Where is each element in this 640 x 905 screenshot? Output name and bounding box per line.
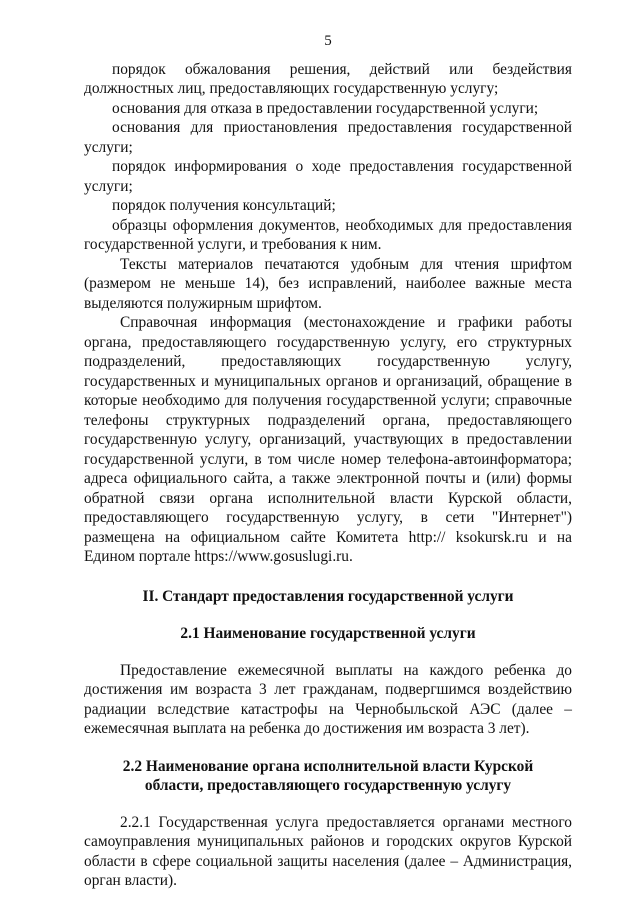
- page-number: 5: [324, 33, 332, 49]
- paragraph-appeal-procedure: порядок обжалования решения, действий или бездействия должностных лиц, предоставляющих государственную услугу;: [84, 60, 572, 97]
- subsection-2-1-title: 2.1 Наименование государственной услуги: [180, 625, 476, 642]
- paragraph-suspension-grounds: основания для приостановления предоставления государственной услуги;: [84, 119, 572, 156]
- paragraph-consultations: порядок получения консультаций;: [112, 197, 336, 214]
- paragraph-reference-info: Справочная информация (местонахождение и графики работы органа, предоставляющего государственную услугу, его структурных подразделений, предоставляющих государственную услугу, государственных и муниципальных органов и организаций, обращение в которые необходимо для получения государственной услуги; справочные телефоны структурных подразделений органа, предоставляющего государственную услугу, организаций, участвующих в предоставлении государственной услуги, в том числе номер телефона-автоинформатора; адреса официального сайта, а также электронной почты и (или) формы обратной связи органа исполнительной власти Курской области, предоставляющего государственную услугу, в сети "Интернет") размещена на официальном сайте Комитета http:// ksokursk.ru и на Едином портале https://www.gosuslugi.ru.: [84, 314, 572, 565]
- paragraph-document-samples: образцы оформления документов, необходимых для предоставления государственной услуги, и требования к ним.: [84, 216, 572, 253]
- subsection-2-2-text: 2.2.1 Государственная услуга предоставляется органами местного самоуправления муниципальных районов и городских округов Курской области в сфере социальной защиты населения (далее – Администрация, орган власти).: [84, 813, 572, 889]
- section-2-title: II. Стандарт предоставления государственной услуги: [142, 587, 514, 605]
- subsection-2-2-title-line1: 2.2 Наименование органа исполнительной власти Курской: [122, 757, 534, 775]
- subsection-2-2-title-line2: области, предоставляющего государственную услугу: [144, 777, 512, 794]
- subsection-2-1-text: Предоставление ежемесячной выплаты на каждого ребенка до достижения им возраста 3 лет гражданам, подвергшимся воздействию радиации вследствие катастрофы на Чернобыльской АЭС (далее – ежемесячная выплата на ребенка до достижения им возраста 3 лет).: [84, 661, 572, 737]
- paragraph-refusal-grounds: основания для отказа в предоставлении государственной услуги;: [112, 99, 539, 117]
- paragraph-progress-info: порядок информирования о ходе предоставления государственной услуги;: [84, 158, 572, 195]
- paragraph-font-requirements: Тексты материалов печатаются удобным для чтения шрифтом (размером не меньше 14), без исправлений, наиболее важные места выделяются полужирным шрифтом.: [84, 255, 572, 312]
- subsection-2-2-title: [84, 757, 572, 796]
- document-page: [84, 32, 572, 891]
